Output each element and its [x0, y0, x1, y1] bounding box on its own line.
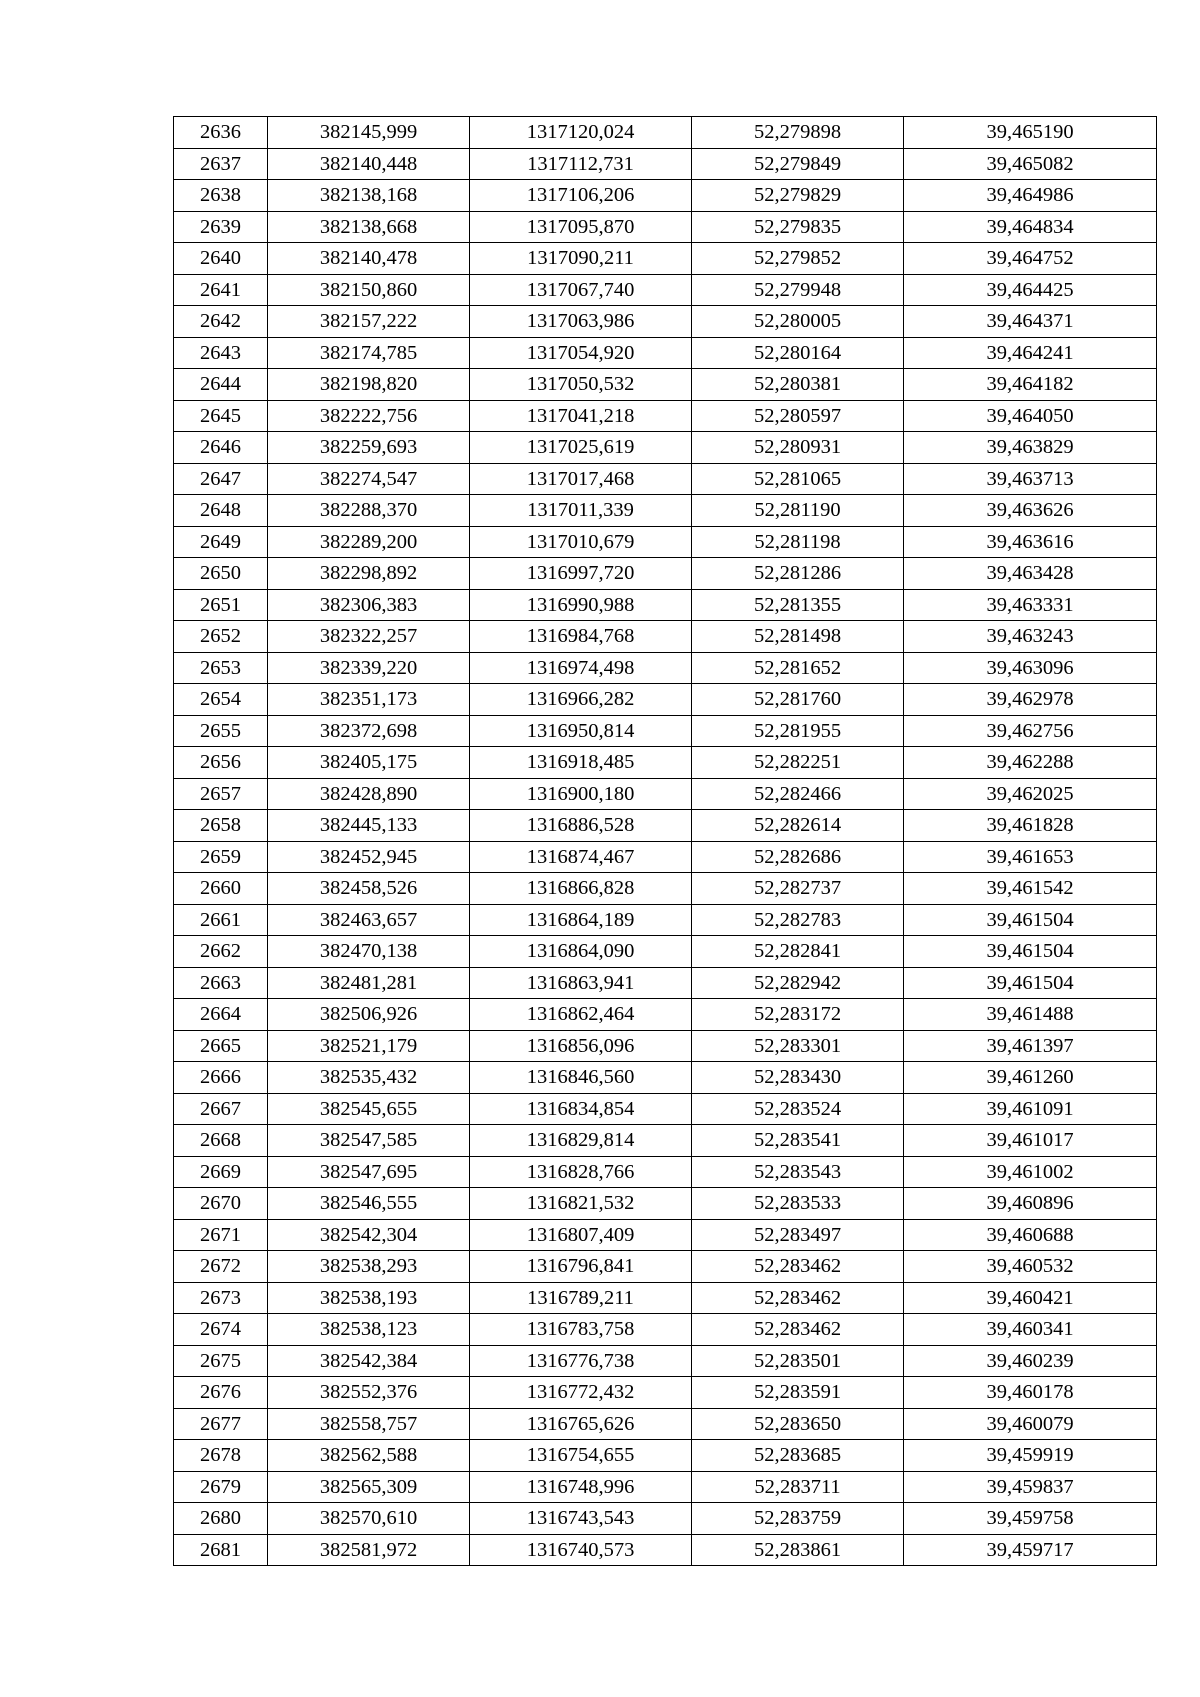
- y-coordinate-cell: 1316997,720: [470, 558, 692, 590]
- latitude-cell: 52,279835: [692, 211, 904, 243]
- point-number-cell: 2661: [174, 904, 268, 936]
- y-coordinate-cell: 1317063,986: [470, 306, 692, 338]
- x-coordinate-cell: 382274,547: [268, 463, 470, 495]
- table-row: [174, 1503, 1157, 1535]
- longitude-cell: 39,461504: [904, 967, 1157, 999]
- longitude-cell: 39,462978: [904, 684, 1157, 716]
- x-coordinate-cell: 382138,668: [268, 211, 470, 243]
- longitude-cell: 39,460178: [904, 1377, 1157, 1409]
- y-coordinate-cell: 1316950,814: [470, 715, 692, 747]
- y-coordinate-cell: 1316984,768: [470, 621, 692, 653]
- longitude-cell: 39,459758: [904, 1503, 1157, 1535]
- latitude-cell: 52,280597: [692, 400, 904, 432]
- y-coordinate-cell: 1316829,814: [470, 1125, 692, 1157]
- y-coordinate-cell: 1316748,996: [470, 1471, 692, 1503]
- y-coordinate-cell: 1316789,211: [470, 1282, 692, 1314]
- latitude-cell: 52,279948: [692, 274, 904, 306]
- table-row: [174, 1377, 1157, 1409]
- latitude-cell: 52,283501: [692, 1345, 904, 1377]
- y-coordinate-cell: 1317106,206: [470, 180, 692, 212]
- point-number-cell: 2667: [174, 1093, 268, 1125]
- point-number-cell: 2665: [174, 1030, 268, 1062]
- x-coordinate-cell: 382521,179: [268, 1030, 470, 1062]
- latitude-cell: 52,281286: [692, 558, 904, 590]
- point-number-cell: 2645: [174, 400, 268, 432]
- latitude-cell: 52,280381: [692, 369, 904, 401]
- table-row: [174, 432, 1157, 464]
- longitude-cell: 39,463331: [904, 589, 1157, 621]
- point-number-cell: 2657: [174, 778, 268, 810]
- longitude-cell: 39,465190: [904, 117, 1157, 149]
- longitude-cell: 39,463616: [904, 526, 1157, 558]
- table-row: [174, 558, 1157, 590]
- x-coordinate-cell: 382535,432: [268, 1062, 470, 1094]
- x-coordinate-cell: 382558,757: [268, 1408, 470, 1440]
- table-row: [174, 306, 1157, 338]
- point-number-cell: 2664: [174, 999, 268, 1031]
- point-number-cell: 2643: [174, 337, 268, 369]
- latitude-cell: 52,282614: [692, 810, 904, 842]
- latitude-cell: 52,282466: [692, 778, 904, 810]
- x-coordinate-cell: 382463,657: [268, 904, 470, 936]
- longitude-cell: 39,461002: [904, 1156, 1157, 1188]
- point-number-cell: 2676: [174, 1377, 268, 1409]
- y-coordinate-cell: 1317017,468: [470, 463, 692, 495]
- latitude-cell: 52,283650: [692, 1408, 904, 1440]
- latitude-cell: 52,283172: [692, 999, 904, 1031]
- y-coordinate-cell: 1316874,467: [470, 841, 692, 873]
- latitude-cell: 52,281355: [692, 589, 904, 621]
- table-row: [174, 621, 1157, 653]
- latitude-cell: 52,282841: [692, 936, 904, 968]
- point-number-cell: 2653: [174, 652, 268, 684]
- latitude-cell: 52,283462: [692, 1282, 904, 1314]
- table-row: [174, 1471, 1157, 1503]
- longitude-cell: 39,459919: [904, 1440, 1157, 1472]
- longitude-cell: 39,464425: [904, 274, 1157, 306]
- longitude-cell: 39,461828: [904, 810, 1157, 842]
- y-coordinate-cell: 1317112,731: [470, 148, 692, 180]
- table-row: [174, 936, 1157, 968]
- y-coordinate-cell: 1317054,920: [470, 337, 692, 369]
- latitude-cell: 52,283301: [692, 1030, 904, 1062]
- x-coordinate-cell: 382542,384: [268, 1345, 470, 1377]
- table-row: [174, 1188, 1157, 1220]
- x-coordinate-cell: 382198,820: [268, 369, 470, 401]
- point-number-cell: 2679: [174, 1471, 268, 1503]
- longitude-cell: 39,464371: [904, 306, 1157, 338]
- x-coordinate-cell: 382174,785: [268, 337, 470, 369]
- y-coordinate-cell: 1316846,560: [470, 1062, 692, 1094]
- point-number-cell: 2681: [174, 1534, 268, 1566]
- latitude-cell: 52,283462: [692, 1251, 904, 1283]
- x-coordinate-cell: 382322,257: [268, 621, 470, 653]
- longitude-cell: 39,461017: [904, 1125, 1157, 1157]
- table-row: [174, 873, 1157, 905]
- point-number-cell: 2677: [174, 1408, 268, 1440]
- table-row: [174, 1062, 1157, 1094]
- table-row: [174, 1314, 1157, 1346]
- point-number-cell: 2675: [174, 1345, 268, 1377]
- table-row: [174, 1282, 1157, 1314]
- table-row: [174, 1030, 1157, 1062]
- x-coordinate-cell: 382546,555: [268, 1188, 470, 1220]
- longitude-cell: 39,462756: [904, 715, 1157, 747]
- latitude-cell: 52,281652: [692, 652, 904, 684]
- latitude-cell: 52,283533: [692, 1188, 904, 1220]
- y-coordinate-cell: 1316821,532: [470, 1188, 692, 1220]
- table-row: [174, 1219, 1157, 1251]
- point-number-cell: 2658: [174, 810, 268, 842]
- coordinates-table: [173, 116, 1157, 1566]
- latitude-cell: 52,282737: [692, 873, 904, 905]
- table-row: [174, 1408, 1157, 1440]
- longitude-cell: 39,463626: [904, 495, 1157, 527]
- table-row: [174, 243, 1157, 275]
- x-coordinate-cell: 382506,926: [268, 999, 470, 1031]
- x-coordinate-cell: 382565,309: [268, 1471, 470, 1503]
- table-row: [174, 117, 1157, 149]
- longitude-cell: 39,461397: [904, 1030, 1157, 1062]
- point-number-cell: 2649: [174, 526, 268, 558]
- latitude-cell: 52,281065: [692, 463, 904, 495]
- y-coordinate-cell: 1316862,464: [470, 999, 692, 1031]
- latitude-cell: 52,283462: [692, 1314, 904, 1346]
- x-coordinate-cell: 382259,693: [268, 432, 470, 464]
- x-coordinate-cell: 382538,193: [268, 1282, 470, 1314]
- table-row: [174, 652, 1157, 684]
- y-coordinate-cell: 1316864,189: [470, 904, 692, 936]
- table-row: [174, 1125, 1157, 1157]
- y-coordinate-cell: 1316783,758: [470, 1314, 692, 1346]
- longitude-cell: 39,463713: [904, 463, 1157, 495]
- latitude-cell: 52,283430: [692, 1062, 904, 1094]
- point-number-cell: 2652: [174, 621, 268, 653]
- y-coordinate-cell: 1317011,339: [470, 495, 692, 527]
- y-coordinate-cell: 1316754,655: [470, 1440, 692, 1472]
- point-number-cell: 2660: [174, 873, 268, 905]
- point-number-cell: 2654: [174, 684, 268, 716]
- longitude-cell: 39,463829: [904, 432, 1157, 464]
- longitude-cell: 39,461260: [904, 1062, 1157, 1094]
- point-number-cell: 2644: [174, 369, 268, 401]
- y-coordinate-cell: 1316807,409: [470, 1219, 692, 1251]
- x-coordinate-cell: 382288,370: [268, 495, 470, 527]
- x-coordinate-cell: 382428,890: [268, 778, 470, 810]
- table-row: [174, 1345, 1157, 1377]
- point-number-cell: 2668: [174, 1125, 268, 1157]
- x-coordinate-cell: 382298,892: [268, 558, 470, 590]
- y-coordinate-cell: 1316886,528: [470, 810, 692, 842]
- x-coordinate-cell: 382306,383: [268, 589, 470, 621]
- longitude-cell: 39,465082: [904, 148, 1157, 180]
- latitude-cell: 52,281760: [692, 684, 904, 716]
- x-coordinate-cell: 382405,175: [268, 747, 470, 779]
- x-coordinate-cell: 382445,133: [268, 810, 470, 842]
- y-coordinate-cell: 1317025,619: [470, 432, 692, 464]
- point-number-cell: 2662: [174, 936, 268, 968]
- latitude-cell: 52,283861: [692, 1534, 904, 1566]
- latitude-cell: 52,283759: [692, 1503, 904, 1535]
- point-number-cell: 2666: [174, 1062, 268, 1094]
- table-row: [174, 967, 1157, 999]
- table-row: [174, 778, 1157, 810]
- longitude-cell: 39,461091: [904, 1093, 1157, 1125]
- y-coordinate-cell: 1317095,870: [470, 211, 692, 243]
- point-number-cell: 2646: [174, 432, 268, 464]
- y-coordinate-cell: 1317067,740: [470, 274, 692, 306]
- y-coordinate-cell: 1316743,543: [470, 1503, 692, 1535]
- latitude-cell: 52,283543: [692, 1156, 904, 1188]
- longitude-cell: 39,460688: [904, 1219, 1157, 1251]
- x-coordinate-cell: 382145,999: [268, 117, 470, 149]
- longitude-cell: 39,463096: [904, 652, 1157, 684]
- point-number-cell: 2674: [174, 1314, 268, 1346]
- x-coordinate-cell: 382470,138: [268, 936, 470, 968]
- point-number-cell: 2648: [174, 495, 268, 527]
- point-number-cell: 2680: [174, 1503, 268, 1535]
- table-row: [174, 841, 1157, 873]
- y-coordinate-cell: 1316740,573: [470, 1534, 692, 1566]
- table-row: [174, 684, 1157, 716]
- x-coordinate-cell: 382538,293: [268, 1251, 470, 1283]
- point-number-cell: 2638: [174, 180, 268, 212]
- latitude-cell: 52,283591: [692, 1377, 904, 1409]
- x-coordinate-cell: 382372,698: [268, 715, 470, 747]
- x-coordinate-cell: 382222,756: [268, 400, 470, 432]
- latitude-cell: 52,282783: [692, 904, 904, 936]
- point-number-cell: 2647: [174, 463, 268, 495]
- y-coordinate-cell: 1317120,024: [470, 117, 692, 149]
- point-number-cell: 2663: [174, 967, 268, 999]
- point-number-cell: 2655: [174, 715, 268, 747]
- longitude-cell: 39,464986: [904, 180, 1157, 212]
- latitude-cell: 52,281190: [692, 495, 904, 527]
- x-coordinate-cell: 382581,972: [268, 1534, 470, 1566]
- x-coordinate-cell: 382140,448: [268, 148, 470, 180]
- latitude-cell: 52,283711: [692, 1471, 904, 1503]
- table-row: [174, 463, 1157, 495]
- y-coordinate-cell: 1316828,766: [470, 1156, 692, 1188]
- x-coordinate-cell: 382140,478: [268, 243, 470, 275]
- y-coordinate-cell: 1317041,218: [470, 400, 692, 432]
- point-number-cell: 2640: [174, 243, 268, 275]
- point-number-cell: 2636: [174, 117, 268, 149]
- latitude-cell: 52,279898: [692, 117, 904, 149]
- longitude-cell: 39,461542: [904, 873, 1157, 905]
- latitude-cell: 52,283497: [692, 1219, 904, 1251]
- table-row: [174, 747, 1157, 779]
- coordinates-table-body: [174, 117, 1157, 1566]
- y-coordinate-cell: 1317010,679: [470, 526, 692, 558]
- y-coordinate-cell: 1316796,841: [470, 1251, 692, 1283]
- x-coordinate-cell: 382458,526: [268, 873, 470, 905]
- y-coordinate-cell: 1316765,626: [470, 1408, 692, 1440]
- longitude-cell: 39,461504: [904, 936, 1157, 968]
- longitude-cell: 39,461488: [904, 999, 1157, 1031]
- longitude-cell: 39,460079: [904, 1408, 1157, 1440]
- longitude-cell: 39,461653: [904, 841, 1157, 873]
- table-row: [174, 1156, 1157, 1188]
- y-coordinate-cell: 1317050,532: [470, 369, 692, 401]
- x-coordinate-cell: 382562,588: [268, 1440, 470, 1472]
- x-coordinate-cell: 382545,655: [268, 1093, 470, 1125]
- table-row: [174, 1093, 1157, 1125]
- longitude-cell: 39,459717: [904, 1534, 1157, 1566]
- point-number-cell: 2659: [174, 841, 268, 873]
- x-coordinate-cell: 382452,945: [268, 841, 470, 873]
- table-row: [174, 400, 1157, 432]
- y-coordinate-cell: 1316974,498: [470, 652, 692, 684]
- longitude-cell: 39,464834: [904, 211, 1157, 243]
- point-number-cell: 2650: [174, 558, 268, 590]
- latitude-cell: 52,281498: [692, 621, 904, 653]
- y-coordinate-cell: 1317090,211: [470, 243, 692, 275]
- longitude-cell: 39,461504: [904, 904, 1157, 936]
- longitude-cell: 39,460532: [904, 1251, 1157, 1283]
- table-row: [174, 999, 1157, 1031]
- x-coordinate-cell: 382289,200: [268, 526, 470, 558]
- x-coordinate-cell: 382542,304: [268, 1219, 470, 1251]
- table-row: [174, 1440, 1157, 1472]
- longitude-cell: 39,462288: [904, 747, 1157, 779]
- latitude-cell: 52,279852: [692, 243, 904, 275]
- point-number-cell: 2637: [174, 148, 268, 180]
- x-coordinate-cell: 382138,168: [268, 180, 470, 212]
- latitude-cell: 52,282942: [692, 967, 904, 999]
- point-number-cell: 2642: [174, 306, 268, 338]
- x-coordinate-cell: 382481,281: [268, 967, 470, 999]
- y-coordinate-cell: 1316856,096: [470, 1030, 692, 1062]
- y-coordinate-cell: 1316864,090: [470, 936, 692, 968]
- latitude-cell: 52,281198: [692, 526, 904, 558]
- y-coordinate-cell: 1316918,485: [470, 747, 692, 779]
- latitude-cell: 52,283524: [692, 1093, 904, 1125]
- y-coordinate-cell: 1316990,988: [470, 589, 692, 621]
- table-row: [174, 495, 1157, 527]
- longitude-cell: 39,464241: [904, 337, 1157, 369]
- latitude-cell: 52,280005: [692, 306, 904, 338]
- latitude-cell: 52,279829: [692, 180, 904, 212]
- longitude-cell: 39,460239: [904, 1345, 1157, 1377]
- longitude-cell: 39,463243: [904, 621, 1157, 653]
- longitude-cell: 39,464050: [904, 400, 1157, 432]
- x-coordinate-cell: 382552,376: [268, 1377, 470, 1409]
- longitude-cell: 39,464182: [904, 369, 1157, 401]
- table-row: [174, 274, 1157, 306]
- table-row: [174, 904, 1157, 936]
- y-coordinate-cell: 1316863,941: [470, 967, 692, 999]
- x-coordinate-cell: 382157,222: [268, 306, 470, 338]
- latitude-cell: 52,282251: [692, 747, 904, 779]
- table-row: [174, 526, 1157, 558]
- longitude-cell: 39,463428: [904, 558, 1157, 590]
- longitude-cell: 39,462025: [904, 778, 1157, 810]
- x-coordinate-cell: 382538,123: [268, 1314, 470, 1346]
- table-row: [174, 589, 1157, 621]
- latitude-cell: 52,279849: [692, 148, 904, 180]
- latitude-cell: 52,283685: [692, 1440, 904, 1472]
- longitude-cell: 39,460421: [904, 1282, 1157, 1314]
- x-coordinate-cell: 382547,585: [268, 1125, 470, 1157]
- x-coordinate-cell: 382351,173: [268, 684, 470, 716]
- y-coordinate-cell: 1316776,738: [470, 1345, 692, 1377]
- table-row: [174, 1534, 1157, 1566]
- longitude-cell: 39,460341: [904, 1314, 1157, 1346]
- point-number-cell: 2673: [174, 1282, 268, 1314]
- point-number-cell: 2651: [174, 589, 268, 621]
- point-number-cell: 2678: [174, 1440, 268, 1472]
- latitude-cell: 52,283541: [692, 1125, 904, 1157]
- y-coordinate-cell: 1316966,282: [470, 684, 692, 716]
- table-row: [174, 715, 1157, 747]
- x-coordinate-cell: 382547,695: [268, 1156, 470, 1188]
- y-coordinate-cell: 1316900,180: [470, 778, 692, 810]
- longitude-cell: 39,460896: [904, 1188, 1157, 1220]
- table-row: [174, 1251, 1157, 1283]
- latitude-cell: 52,280164: [692, 337, 904, 369]
- latitude-cell: 52,280931: [692, 432, 904, 464]
- x-coordinate-cell: 382570,610: [268, 1503, 470, 1535]
- point-number-cell: 2656: [174, 747, 268, 779]
- latitude-cell: 52,281955: [692, 715, 904, 747]
- x-coordinate-cell: 382150,860: [268, 274, 470, 306]
- longitude-cell: 39,464752: [904, 243, 1157, 275]
- table-row: [174, 211, 1157, 243]
- table-row: [174, 337, 1157, 369]
- table-row: [174, 180, 1157, 212]
- longitude-cell: 39,459837: [904, 1471, 1157, 1503]
- point-number-cell: 2639: [174, 211, 268, 243]
- y-coordinate-cell: 1316772,432: [470, 1377, 692, 1409]
- x-coordinate-cell: 382339,220: [268, 652, 470, 684]
- point-number-cell: 2670: [174, 1188, 268, 1220]
- y-coordinate-cell: 1316834,854: [470, 1093, 692, 1125]
- table-row: [174, 369, 1157, 401]
- y-coordinate-cell: 1316866,828: [470, 873, 692, 905]
- latitude-cell: 52,282686: [692, 841, 904, 873]
- point-number-cell: 2671: [174, 1219, 268, 1251]
- table-row: [174, 148, 1157, 180]
- point-number-cell: 2669: [174, 1156, 268, 1188]
- point-number-cell: 2672: [174, 1251, 268, 1283]
- table-row: [174, 810, 1157, 842]
- point-number-cell: 2641: [174, 274, 268, 306]
